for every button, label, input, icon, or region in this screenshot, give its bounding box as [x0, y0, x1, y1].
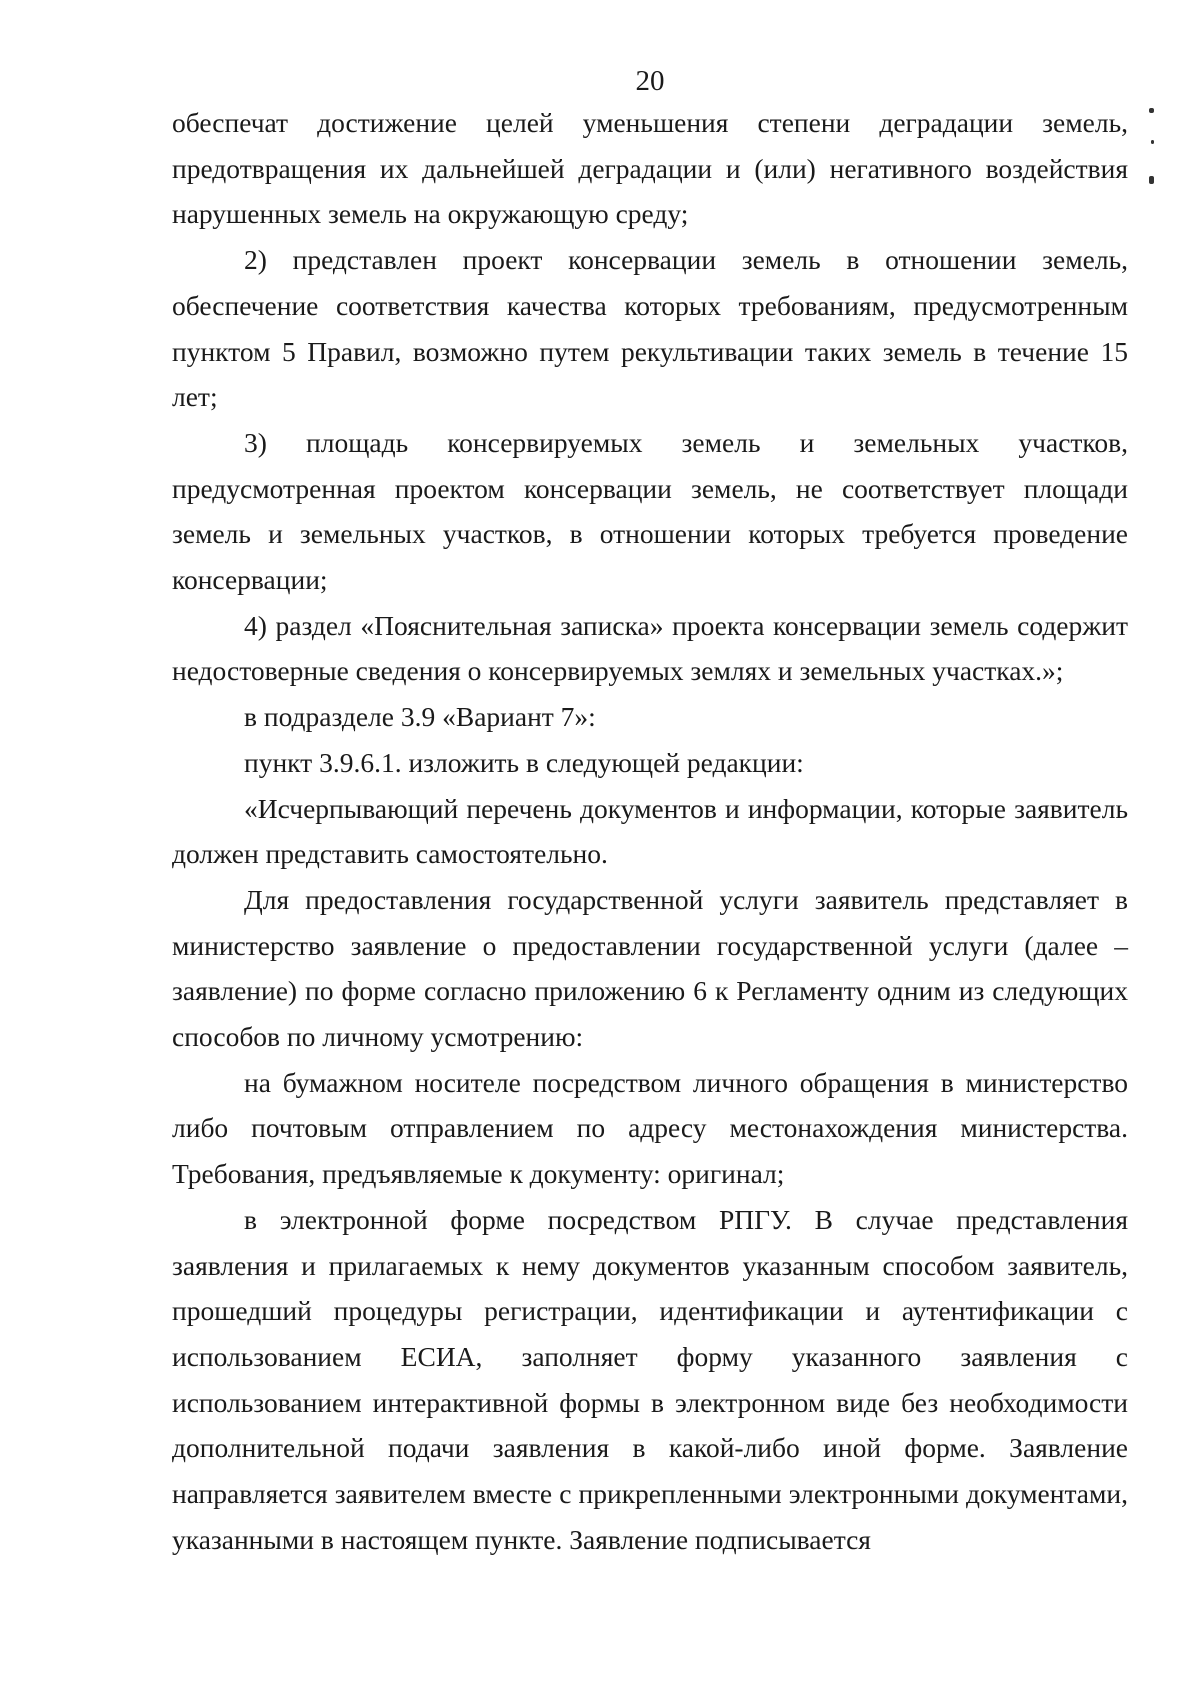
- paragraph-quote-start: «Исчерпывающий перечень документов и информации, которые заявитель должен представить самостоятельно.: [172, 792, 1128, 870]
- paragraph-item-4: 4) раздел «Пояснительная записка» проекта консервации земель содержит недостоверные сведения о консервируемых землях и земельных участках.»;: [172, 609, 1128, 687]
- paragraph-item-2: 2) представлен проект консервации земель в отношении земель, обеспечение соответствия качества которых требованиям, предусмотренным пунктом 5 Правил, возможно путем рекультивации таких земель в течение 15 лет;: [172, 244, 1128, 413]
- scan-artifact-mark: [1149, 176, 1154, 184]
- paragraph-item-3: 3) площадь консервируемых земель и земельных участков, предусмотренная проектом консервации земель, не соответствует площади земель и земельных участков, в отношении которых требуется проведение консервации;: [172, 426, 1128, 596]
- paragraph-point-ref: пункт 3.9.6.1. изложить в следующей редакции:: [244, 746, 804, 778]
- paragraph-paper-method: на бумажном носителе посредством личного обращения в министерство либо почтовым отправлением по адресу местонахождения министерства. Требования, предъявляемые к документу: оригинал;: [172, 1066, 1128, 1190]
- paragraph-electronic-method: в электронной форме посредством РПГУ. В случае представления заявления и прилагаемых к нему документов указанным способом заявитель, прошедший процедуры регистрации, идентификации и аутентификации с использованием ЕСИА, заполняет форму указанного заявления с использованием интерактивной формы в электронном виде без необходимости дополнительной подачи заявления в какой-либо иной форме. Заявление направляется заявителем вместе с прикрепленными электронными документами, указанными в настоящем пункте. Заявление подписывается: [172, 1203, 1128, 1555]
- scan-artifact-mark: [1149, 108, 1154, 113]
- document-body: [172, 100, 1128, 1563]
- paragraph-continuation: обеспечат достижение целей уменьшения степени деградации земель, предотвращения их дальнейшей деградации и (или) негативного воздействия нарушенных земель на окружающую среду;: [172, 107, 1128, 230]
- paragraph-submission: Для предоставления государственной услуги заявитель представляет в министерство заявление о предоставлении государственной услуги (далее – заявление) по форме согласно приложению 6 к Регламенту одним из следующих способов по личному усмотрению:: [172, 883, 1128, 1053]
- scan-artifact-mark: [1151, 140, 1154, 144]
- page-number: 20: [635, 65, 665, 97]
- paragraph-subsection-ref: в подразделе 3.9 «Вариант 7»:: [244, 701, 596, 733]
